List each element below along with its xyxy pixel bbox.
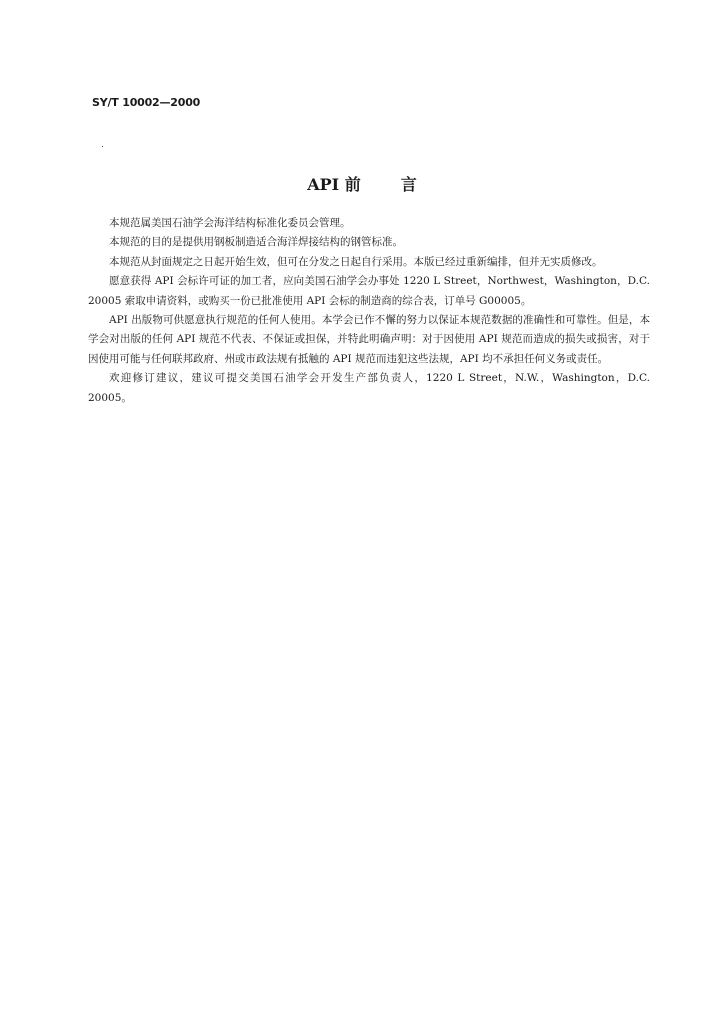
paragraph: 本规范的目的是提供用钢板制造适合海洋焊接结构的钢管标准。 bbox=[109, 236, 403, 249]
title-prefix: API bbox=[307, 175, 340, 194]
foreword-body bbox=[88, 214, 650, 408]
paragraph: 欢迎修订建议，建议可提交美国石油学会开发生产部负责人，1220 L Street，N.W.，Washington，D.C. 20005。 bbox=[88, 372, 650, 404]
paragraph: 本规范属美国石油学会海洋结构标准化委员会管理。 bbox=[109, 217, 351, 229]
paragraph: 本规范从封面规定之日起开始生效，但可在分发之日起自行采用。本版已经过重新编排，但并无实质修改。 bbox=[109, 255, 603, 268]
title-word-1: 前 bbox=[344, 175, 361, 194]
scan-speck bbox=[102, 146, 103, 147]
standard-code: SY/T 10002—2000 bbox=[92, 96, 201, 109]
paragraph: API 出版物可供愿意执行规范的任何人使用。本学会已作不懈的努力以保证本规范数据的准确性和可靠性。但是，本学会对出版的任何 API 规范不代表、不保证或担保，并特此明确声明：对于因使用 API 规范而造成的损失或损害，对于因使用可能与任何联邦政府、州或市政法规有抵触的 API 规范而违犯这些法规，API 均不承担任何义务或责任。 bbox=[88, 314, 650, 365]
title-word-2: 言 bbox=[400, 175, 417, 194]
page-title bbox=[0, 172, 724, 195]
paragraph: 愿意获得 API 会标许可证的加工者，应向美国石油学会办事处 1220 L Street，Northwest，Washington，D.C. 20005 索取申请资料，或购买一份已批准使用 API 会标的制造商的综合表，订单号 G00005。 bbox=[88, 275, 650, 307]
